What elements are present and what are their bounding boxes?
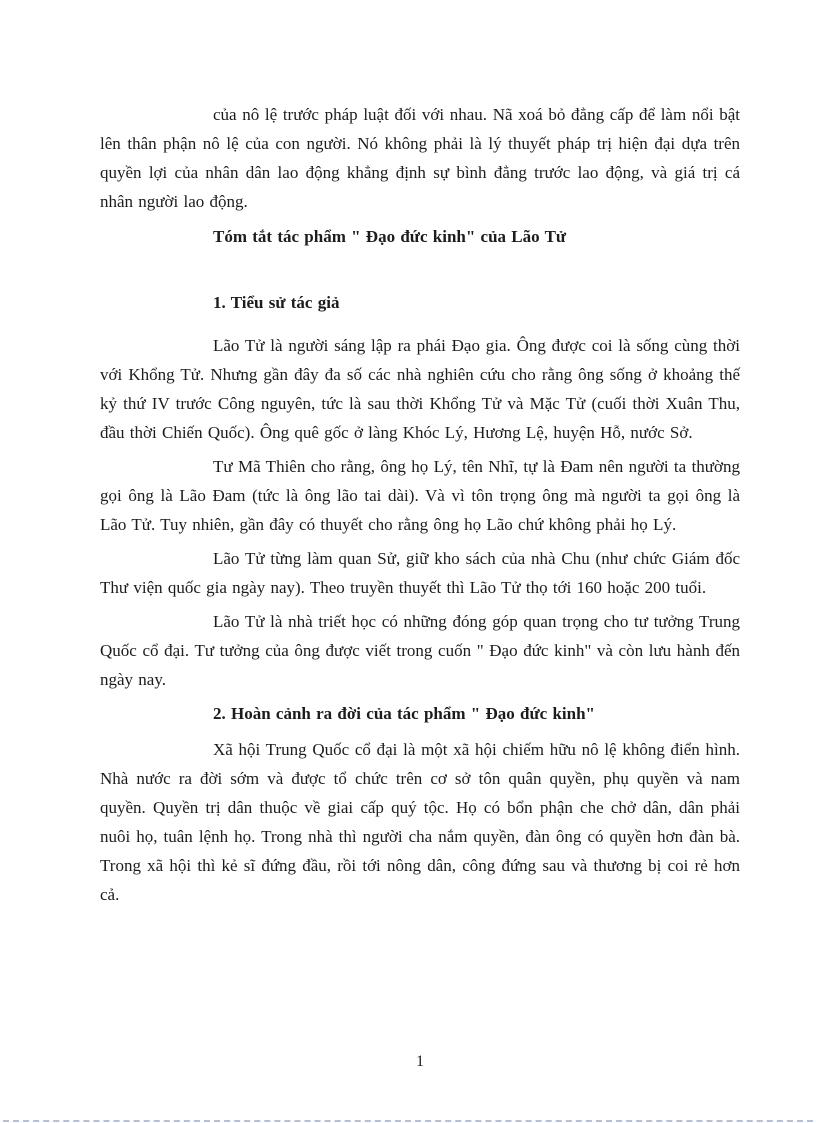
section-2-heading: 2. Hoàn cảnh ra đời của tác phẩm " Đạo đức kinh" [213, 704, 595, 723]
section-1-paragraph-1: Lão Tử là người sáng lập ra phái Đạo gia. Ông được coi là sống cùng thời với Khổng Tử. Nhưng gần đây đa số các nhà nghiên cứu cho rằng ông sống ở khoảng thế kỷ thứ IV trước Công nguyên, tức là sau thời Khổng Tử và Mặc Tử (cuối thời Xuân Thu, đầu thời Chiến Quốc). Ông quê gốc ở làng Khóc Lý, Hương Lệ, huyện Hỗ, nước Sở. [100, 336, 740, 442]
section-1-paragraph-2: Tư Mã Thiên cho rằng, ông họ Lý, tên Nhĩ, tự là Đam nên người ta thường gọi ông là Lão Đam (tức là ông lão tai dài). Và vì tôn trọng ông mà người ta gọi ông là Lão Tử. Tuy nhiên, gần đây có thuyết cho rằng ông họ Lão chứ không phải họ Lý. [100, 457, 740, 534]
page-footer [100, 1053, 740, 1071]
paragraph-intro: của nô lệ trước pháp luật đối với nhau. Nã xoá bỏ đẳng cấp để làm nổi bật lên thân phận nô lệ của con người. Nó không phải là lý thuyết pháp trị hiện đại dựa trên quyền lợi của nhân dân lao động khẳng định sự bình đẳng trước lao động, và giá trị cá nhân người lao động. [100, 105, 740, 211]
section-2-paragraph-1: Xã hội Trung Quốc cổ đại là một xã hội chiếm hữu nô lệ không điển hình. Nhà nước ra đời sớm và được tổ chức trên cơ sở tôn quân quyền, phụ quyền và nam quyền. Quyền trị dân thuộc về giai cấp quý tộc. Họ có bổn phận che chở dân, dân phải nuôi họ, tuân lệnh họ. Trong nhà thì người cha nắm quyền, đàn ông có quyền hơn đàn bà. Trong xã hội thì kẻ sĩ đứng đầu, rồi tới nông dân, công đứng sau và thương bị coi rẻ hơn cả. [100, 740, 740, 904]
section-1-heading: 1. Tiểu sử tác giả [213, 293, 340, 312]
document-content [100, 100, 740, 909]
page-number: 1 [416, 1053, 424, 1070]
section-1-paragraph-3: Lão Tử từng làm quan Sử, giữ kho sách của nhà Chu (như chức Giám đốc Thư viện quốc gia ngày nay). Theo truyền thuyết thì Lão Tử thọ tới 160 hoặc 200 tuổi. [100, 549, 740, 597]
page-break-indicator [3, 1120, 813, 1122]
document-title: Tóm tắt tác phẩm " Đạo đức kinh" của Lão Tử [213, 227, 567, 246]
section-1-paragraph-4: Lão Tử là nhà triết học có những đóng góp quan trọng cho tư tưởng Trung Quốc cổ đại. Tư tưởng của ông được viết trong cuốn " Đạo đức kinh" và còn lưu hành đến ngày nay. [100, 612, 740, 689]
